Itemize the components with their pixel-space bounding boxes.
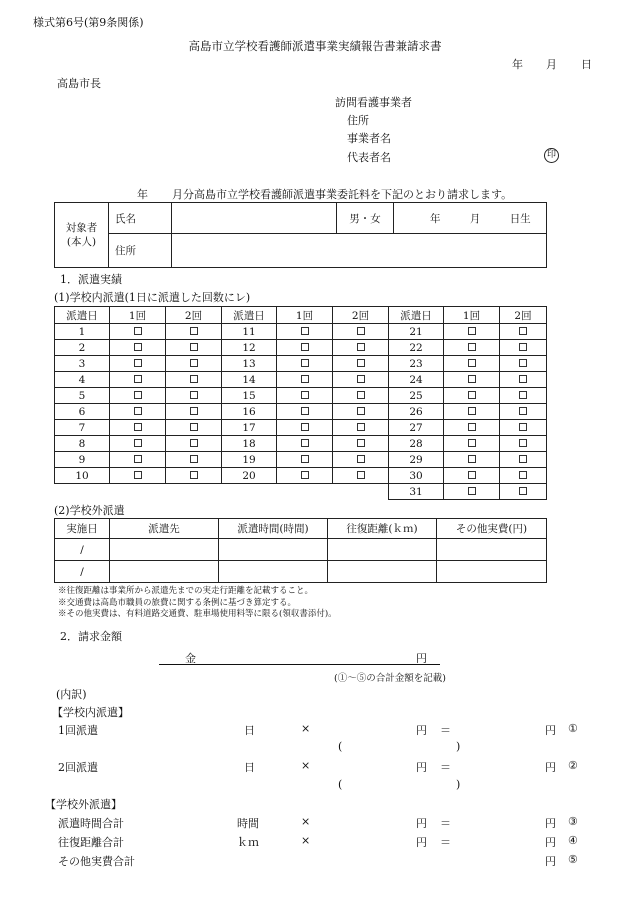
checkbox[interactable] <box>190 391 198 399</box>
table-row <box>55 436 547 452</box>
checkbox[interactable] <box>301 455 309 463</box>
out-school-label: 【学校外派遣】 <box>45 798 122 811</box>
line4-times: × <box>301 834 311 847</box>
day-cell: 22 <box>389 340 444 356</box>
twice-checkbox-cell[interactable] <box>166 372 222 388</box>
checkbox[interactable] <box>301 359 309 367</box>
checkbox[interactable] <box>190 439 198 447</box>
checkbox[interactable] <box>134 407 142 415</box>
checkbox[interactable] <box>190 423 198 431</box>
address-field[interactable] <box>172 234 547 268</box>
day-cell: 24 <box>389 372 444 388</box>
address-label: 住所 <box>109 234 172 268</box>
table-row <box>55 468 547 484</box>
checkbox[interactable] <box>134 455 142 463</box>
out-header-destination: 派遣先 <box>110 519 219 539</box>
line1-unit: 日 <box>244 724 255 737</box>
sender-address-label: 住所 <box>347 114 369 127</box>
checkbox[interactable] <box>519 407 527 415</box>
checkbox[interactable] <box>468 455 476 463</box>
line1-paren-open: ( <box>338 740 343 753</box>
out-row-destination[interactable] <box>110 561 219 583</box>
form-number: 様式第6号(第9条関係) <box>33 16 144 29</box>
in-header-twice: 2回 <box>333 307 389 324</box>
section1-title: 1．派遣実績 <box>60 273 122 286</box>
line2-paren-close: ) <box>456 778 461 791</box>
day-cell: 25 <box>389 388 444 404</box>
twice-checkbox-cell[interactable] <box>333 404 389 420</box>
once-checkbox-cell[interactable] <box>277 452 333 468</box>
section1-1-title: (1)学校内派遣(1日に派遣した回数にレ) <box>54 291 251 304</box>
day-cell: 23 <box>389 356 444 372</box>
checkbox[interactable] <box>519 487 527 495</box>
twice-checkbox-cell[interactable] <box>166 452 222 468</box>
checkbox[interactable] <box>301 423 309 431</box>
birth-field[interactable]: 年 月 日生 <box>394 203 547 234</box>
in-header-once: 1回 <box>444 307 500 324</box>
twice-checkbox-cell[interactable] <box>166 468 222 484</box>
once-checkbox-cell[interactable] <box>444 324 500 340</box>
subject-label: 対象者 (本人) <box>55 203 109 268</box>
line2-label: 2回派遣 <box>58 761 98 774</box>
checkbox[interactable] <box>301 375 309 383</box>
checkbox[interactable] <box>357 375 365 383</box>
once-checkbox-cell[interactable] <box>110 404 166 420</box>
out-row-hours[interactable] <box>219 539 328 561</box>
amount-underline[interactable] <box>159 664 440 665</box>
checkbox[interactable] <box>519 375 527 383</box>
checkbox[interactable] <box>301 343 309 351</box>
checkbox[interactable] <box>134 471 142 479</box>
checkbox[interactable] <box>190 375 198 383</box>
twice-checkbox-cell[interactable] <box>333 388 389 404</box>
day-cell: 2 <box>55 340 110 356</box>
line4-label: 往復距離合計 <box>58 836 124 849</box>
twice-checkbox-cell[interactable] <box>333 372 389 388</box>
twice-checkbox-cell[interactable] <box>333 356 389 372</box>
line1-paren-close: ) <box>456 740 461 753</box>
school-out-table <box>54 518 547 583</box>
once-checkbox-cell[interactable] <box>444 420 500 436</box>
checkbox[interactable] <box>301 327 309 335</box>
day-cell: 14 <box>222 372 277 388</box>
day-cell: 1 <box>55 324 110 340</box>
day-cell: 6 <box>55 404 110 420</box>
checkbox[interactable] <box>301 439 309 447</box>
amount-kin: 金 <box>185 652 196 665</box>
day-cell: 12 <box>222 340 277 356</box>
line2-eq: ＝ <box>440 761 451 774</box>
in-header-day: 派遣日 <box>55 307 110 324</box>
line5-yen2: 円 <box>545 855 556 868</box>
day-cell: 18 <box>222 436 277 452</box>
checkbox[interactable] <box>357 327 365 335</box>
request-year: 年 <box>137 188 148 201</box>
once-checkbox-cell[interactable] <box>277 404 333 420</box>
day-cell: 11 <box>222 324 277 340</box>
day-cell: 28 <box>389 436 444 452</box>
checkbox[interactable] <box>301 471 309 479</box>
empty-cell <box>277 484 333 500</box>
twice-checkbox-cell[interactable] <box>500 340 547 356</box>
checkbox[interactable] <box>134 439 142 447</box>
checkbox[interactable] <box>134 359 142 367</box>
once-checkbox-cell[interactable] <box>110 452 166 468</box>
table-row <box>55 452 547 468</box>
once-checkbox-cell[interactable] <box>444 404 500 420</box>
out-row-expense[interactable] <box>437 561 547 583</box>
once-checkbox-cell[interactable] <box>444 340 500 356</box>
line3-label: 派遣時間合計 <box>58 817 124 830</box>
twice-checkbox-cell[interactable] <box>500 436 547 452</box>
twice-checkbox-cell[interactable] <box>333 340 389 356</box>
day-cell: 30 <box>389 468 444 484</box>
out-header-hours: 派遣時間(時間) <box>219 519 328 539</box>
checkbox[interactable] <box>357 423 365 431</box>
checkbox[interactable] <box>190 343 198 351</box>
once-checkbox-cell[interactable] <box>277 388 333 404</box>
checkbox[interactable] <box>357 407 365 415</box>
checkbox[interactable] <box>190 359 198 367</box>
checkbox[interactable] <box>134 375 142 383</box>
breakdown-label: (内訳) <box>56 688 87 701</box>
once-checkbox-cell[interactable] <box>277 372 333 388</box>
note-2: ※交通費は高島市職員の旅費に関する条例に基づき算定する。 <box>58 598 297 608</box>
checkbox[interactable] <box>519 455 527 463</box>
addressee: 高島市長 <box>57 77 101 90</box>
line3-yen2: 円 <box>545 817 556 830</box>
checkbox[interactable] <box>519 471 527 479</box>
twice-checkbox-cell[interactable] <box>166 436 222 452</box>
line1-label: 1回派遣 <box>58 724 98 737</box>
twice-checkbox-cell[interactable] <box>166 388 222 404</box>
twice-checkbox-cell[interactable] <box>166 324 222 340</box>
once-checkbox-cell[interactable] <box>110 420 166 436</box>
day-cell: 13 <box>222 356 277 372</box>
day-cell: 7 <box>55 420 110 436</box>
twice-checkbox-cell[interactable] <box>166 340 222 356</box>
line4-yen2: 円 <box>545 836 556 849</box>
checkbox[interactable] <box>468 407 476 415</box>
sender-office-label: 事業者名 <box>347 132 391 145</box>
checkbox[interactable] <box>519 391 527 399</box>
note-3: ※その他実費は、有料道路交通費、駐車場使用料等に限る(領収書添付)。 <box>58 609 337 619</box>
day-cell: 31 <box>389 484 444 500</box>
in-header-once: 1回 <box>110 307 166 324</box>
day-cell: 10 <box>55 468 110 484</box>
day-cell: 21 <box>389 324 444 340</box>
amount-note: (①～⑤の合計金額を記載) <box>334 673 446 684</box>
line2-yen2: 円 <box>545 761 556 774</box>
name-label: 氏名 <box>109 203 172 234</box>
once-checkbox-cell[interactable] <box>277 324 333 340</box>
date-year: 年 <box>512 58 523 71</box>
twice-checkbox-cell[interactable] <box>500 452 547 468</box>
checkbox[interactable] <box>468 391 476 399</box>
checkbox[interactable] <box>134 327 142 335</box>
out-row-date[interactable]: / <box>55 539 110 561</box>
checkbox[interactable] <box>519 343 527 351</box>
day-cell: 26 <box>389 404 444 420</box>
line3-eq: ＝ <box>440 817 451 830</box>
line1-yen2: 円 <box>545 724 556 737</box>
day-cell <box>222 484 277 500</box>
once-checkbox-cell[interactable] <box>110 468 166 484</box>
once-checkbox-cell[interactable] <box>277 420 333 436</box>
line1-mark: ① <box>568 722 578 735</box>
day-cell: 27 <box>389 420 444 436</box>
once-checkbox-cell[interactable] <box>110 436 166 452</box>
document-title: 高島市立学校看護師派遣事業実績報告書兼請求書 <box>188 39 442 53</box>
line2-unit: 日 <box>244 761 255 774</box>
once-checkbox-cell[interactable] <box>444 452 500 468</box>
line4-mark: ④ <box>568 834 578 847</box>
checkbox[interactable] <box>357 471 365 479</box>
twice-checkbox-cell[interactable] <box>333 436 389 452</box>
day-cell: 20 <box>222 468 277 484</box>
line1-eq: ＝ <box>440 724 451 737</box>
checkbox[interactable] <box>468 343 476 351</box>
table-row <box>55 324 547 340</box>
in-header-once: 1回 <box>277 307 333 324</box>
table-row <box>55 340 547 356</box>
once-checkbox-cell[interactable] <box>444 484 500 500</box>
date-month: 月 <box>546 58 557 71</box>
seal-mark: 印 <box>544 147 559 163</box>
twice-checkbox-cell[interactable] <box>333 324 389 340</box>
request-sentence: 月分高島市立学校看護師派遣事業委託料を下記のとおり請求します。 <box>172 188 513 201</box>
once-checkbox-cell[interactable] <box>110 356 166 372</box>
checkbox[interactable] <box>357 455 365 463</box>
once-checkbox-cell[interactable] <box>444 436 500 452</box>
empty-cell <box>333 484 389 500</box>
line1-yen: 円 <box>416 724 427 737</box>
day-cell: 4 <box>55 372 110 388</box>
day-cell: 29 <box>389 452 444 468</box>
out-header-distance: 往復距離(ｋｍ) <box>328 519 437 539</box>
empty-cell <box>166 484 222 500</box>
twice-checkbox-cell[interactable] <box>500 324 547 340</box>
checkbox[interactable] <box>134 343 142 351</box>
twice-checkbox-cell[interactable] <box>166 420 222 436</box>
day-cell: 3 <box>55 356 110 372</box>
line5-mark: ⑤ <box>568 853 578 866</box>
table-row <box>55 420 547 436</box>
twice-checkbox-cell[interactable] <box>500 468 547 484</box>
in-header-twice: 2回 <box>166 307 222 324</box>
table-row <box>55 372 547 388</box>
twice-checkbox-cell[interactable] <box>500 484 547 500</box>
twice-checkbox-cell[interactable] <box>333 420 389 436</box>
checkbox[interactable] <box>190 471 198 479</box>
out-row-expense[interactable] <box>437 539 547 561</box>
amount-yen: 円 <box>416 652 427 665</box>
once-checkbox-cell[interactable] <box>444 372 500 388</box>
out-row-distance[interactable] <box>328 539 437 561</box>
day-cell: 5 <box>55 388 110 404</box>
once-checkbox-cell[interactable] <box>444 388 500 404</box>
line3-unit: 時間 <box>237 817 259 830</box>
note-1: ※往復距離は事業所から派遣先までの実走行距離を記載すること。 <box>58 586 314 596</box>
once-checkbox-cell[interactable] <box>277 436 333 452</box>
once-checkbox-cell[interactable] <box>110 372 166 388</box>
line4-yen: 円 <box>416 836 427 849</box>
out-header-expense: その他実費(円) <box>437 519 547 539</box>
line1-times: × <box>301 722 311 735</box>
day-cell <box>55 484 110 500</box>
once-checkbox-cell[interactable] <box>277 340 333 356</box>
day-cell: 16 <box>222 404 277 420</box>
checkbox[interactable] <box>301 391 309 399</box>
line5-label: その他実費合計 <box>58 855 135 868</box>
checkbox[interactable] <box>357 391 365 399</box>
line3-mark: ③ <box>568 815 578 828</box>
once-checkbox-cell[interactable] <box>110 324 166 340</box>
sender-header: 訪問看護事業者 <box>335 96 412 109</box>
twice-checkbox-cell[interactable] <box>500 388 547 404</box>
checkbox[interactable] <box>519 359 527 367</box>
line4-unit: ｋｍ <box>237 836 259 849</box>
checkbox[interactable] <box>190 407 198 415</box>
checkbox[interactable] <box>134 423 142 431</box>
school-in-table <box>54 306 547 500</box>
line2-times: × <box>301 759 311 772</box>
checkbox[interactable] <box>468 423 476 431</box>
checkbox[interactable] <box>468 375 476 383</box>
twice-checkbox-cell[interactable] <box>166 404 222 420</box>
checkbox[interactable] <box>468 359 476 367</box>
subject-table <box>54 202 547 268</box>
checkbox[interactable] <box>357 359 365 367</box>
checkbox[interactable] <box>468 327 476 335</box>
once-checkbox-cell[interactable] <box>277 356 333 372</box>
day-cell: 17 <box>222 420 277 436</box>
once-checkbox-cell[interactable] <box>110 340 166 356</box>
checkbox[interactable] <box>190 327 198 335</box>
out-row-distance[interactable] <box>328 561 437 583</box>
sender-rep-label: 代表者名 <box>347 151 391 164</box>
checkbox[interactable] <box>357 439 365 447</box>
table-row <box>55 404 547 420</box>
table-row <box>55 356 547 372</box>
twice-checkbox-cell[interactable] <box>500 372 547 388</box>
in-header-day: 派遣日 <box>222 307 277 324</box>
day-cell: 9 <box>55 452 110 468</box>
table-row <box>55 484 547 500</box>
table-row <box>55 388 547 404</box>
day-cell: 15 <box>222 388 277 404</box>
checkbox[interactable] <box>190 455 198 463</box>
once-checkbox-cell[interactable] <box>277 468 333 484</box>
checkbox[interactable] <box>357 343 365 351</box>
line4-eq: ＝ <box>440 836 451 849</box>
line2-yen: 円 <box>416 761 427 774</box>
date-day: 日 <box>581 58 592 71</box>
day-cell: 19 <box>222 452 277 468</box>
in-header-day: 派遣日 <box>389 307 444 324</box>
line3-yen: 円 <box>416 817 427 830</box>
twice-checkbox-cell[interactable] <box>166 356 222 372</box>
checkbox[interactable] <box>301 407 309 415</box>
line3-times: × <box>301 815 311 828</box>
once-checkbox-cell[interactable] <box>110 388 166 404</box>
out-row-hours[interactable] <box>219 561 328 583</box>
checkbox[interactable] <box>519 327 527 335</box>
checkbox[interactable] <box>468 471 476 479</box>
checkbox[interactable] <box>519 439 527 447</box>
line2-paren-open: ( <box>338 778 343 791</box>
twice-checkbox-cell[interactable] <box>500 420 547 436</box>
out-row-destination[interactable] <box>110 539 219 561</box>
checkbox[interactable] <box>468 439 476 447</box>
twice-checkbox-cell[interactable] <box>333 452 389 468</box>
checkbox[interactable] <box>519 423 527 431</box>
once-checkbox-cell[interactable] <box>444 356 500 372</box>
section2-title: 2．請求金額 <box>60 630 122 643</box>
out-header-date: 実施日 <box>55 519 110 539</box>
in-school-label: 【学校内派遣】 <box>52 706 129 719</box>
line2-mark: ② <box>568 759 578 772</box>
checkbox[interactable] <box>134 391 142 399</box>
twice-checkbox-cell[interactable] <box>333 468 389 484</box>
out-row-date[interactable]: / <box>55 561 110 583</box>
in-header-twice: 2回 <box>500 307 547 324</box>
sex-field[interactable]: 男・女 <box>337 203 394 234</box>
checkbox[interactable] <box>468 487 476 495</box>
empty-cell <box>110 484 166 500</box>
name-field[interactable] <box>172 203 337 234</box>
twice-checkbox-cell[interactable] <box>500 356 547 372</box>
day-cell: 8 <box>55 436 110 452</box>
twice-checkbox-cell[interactable] <box>500 404 547 420</box>
section1-2-title: (2)学校外派遣 <box>54 504 125 517</box>
once-checkbox-cell[interactable] <box>444 468 500 484</box>
